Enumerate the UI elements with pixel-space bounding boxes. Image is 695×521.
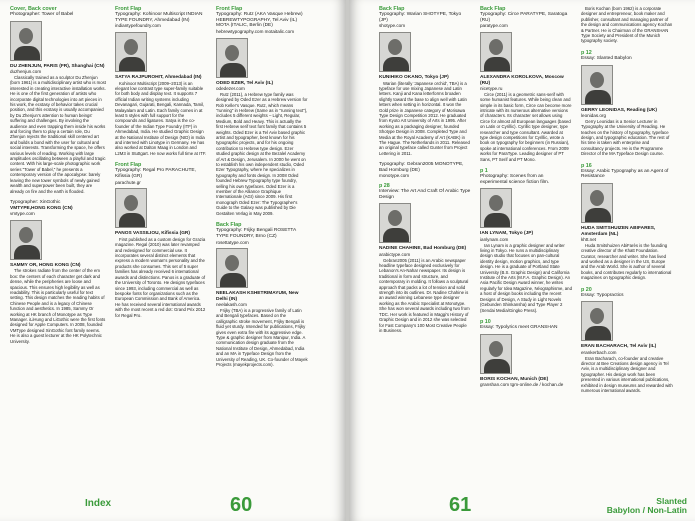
section-header: p 28 bbox=[379, 183, 390, 190]
section-header: Front Flap bbox=[115, 162, 142, 169]
section-header: Back Flap bbox=[379, 6, 405, 12]
website: monotype.com bbox=[379, 173, 410, 179]
person-name: SAMMY OR, HONG KONG (CN) bbox=[10, 262, 81, 268]
left-page bbox=[0, 0, 346, 521]
person-name: HUDA SMITSHUIZEN ABIFARES, Amsterdam (NL) bbox=[581, 226, 656, 237]
section-header: p 20 bbox=[581, 286, 592, 293]
right-column-1 bbox=[379, 6, 471, 481]
website: ianlynam.com bbox=[480, 237, 509, 243]
bio-text: Circe (2011) is a geometric sans-serif with some humanist features. While being clean and simple in its basic form, Circe can become more intricate with its numerous alternative versions of characters. Its character set allows using Circe for almost all European languages (based on Latin or Cyrillic). Cyrillic type designer, type researcher and type consultant. Awarded at type design competitions for Cyrillic, wrote a book on typography for beginners (in Russian), spoke at international conferences. From 2009 works for ParaType. Leading designer of PT Sans, PT Serif and PT Mono. bbox=[480, 91, 572, 162]
portrait-photo bbox=[379, 32, 411, 72]
credit-line: Typographer: XinGothic bbox=[10, 199, 61, 205]
bio-text: Ian Lynam is a graphic designer and writer living in Tokyo. He runs a multidisciplinary design studio that focuses on pan-cultural identity design, motion graphics, and type design. He is a graduate of Portland State University (B.S. Graphic Design) and California Institute of the Arts (M.F.A. Graphic Design). An Asia Pacific Design Award winner, he writes regularly for Idea Magazine, Néographisme, and a host of design books including the recent Designs of Design, A Study in Light Novels (Gebunden Shinkansha) and Type Player 2 (Sendai Media/Gingko Press). bbox=[480, 242, 572, 313]
person-name: GERRY LEONIDAS, Reading (UK) bbox=[581, 107, 657, 113]
portrait-photo bbox=[480, 334, 512, 374]
entry bbox=[581, 6, 673, 44]
section-header: Cover, Back cover bbox=[10, 6, 57, 12]
credit-line: Typography: Gebran2005 MONOTYPE, Bad Homburg (DE) bbox=[379, 162, 464, 173]
portrait-photo bbox=[115, 188, 147, 228]
website: shotype.com bbox=[379, 23, 406, 29]
foundry-name: VMTYPE,HONG KONG (CN) bbox=[10, 205, 73, 211]
credit-line: Essay: Slanted Babylon bbox=[581, 56, 632, 62]
person-name: PANOS VASSILIOU, Kifissia (GR) bbox=[115, 231, 190, 237]
entry bbox=[379, 6, 471, 156]
issue-name: Babylon / Non-Latin bbox=[606, 505, 687, 515]
credit-line: Typography: Kohinoor Multiscript INDIAN TYPE FOUNDRY, Ahmedabad (IN) bbox=[115, 12, 203, 23]
bio-text: Gebran2005 (2011) is an Arabic newspaper headline typeface designed exclusively for Lebanon's An-Nahar newspaper. Its design is traditional in form and structure, and contemporary in molding. It follows a sculptural approach that packs a lot of tension and solid strength into its outlines. Dr. Nadine Chahine is an award winning Lebanese type designer working as the Arabic Specialist at Monotype. She has won several awards including two from TDC. Her work is featured in Maggi's History of Graphic Design and in 2012 she was selected for Fast Company's 100 Most Creative People in Business. bbox=[379, 257, 470, 333]
credit-line: Photography: Scenes from an experimental science fiction film. bbox=[480, 174, 550, 185]
website: vmtype.com bbox=[10, 211, 35, 217]
person-name: ALEXANDRA KOROLKOVA, Moscow (RU) bbox=[480, 74, 564, 86]
person-name: ODED EZER, Tel Aviv (IL) bbox=[216, 80, 274, 86]
entry bbox=[115, 6, 207, 156]
bio-text: Frijky (TBA) is a progressive family of Latin and Bengali typefaces. Based on the calligraphic stroke movement, Frijky Bengali is fluid yet sturdy. Intended for publications, Frijky gives even extra fire with its aggressive edge. Type & graphic designer from Manipur, India. A communication design graduate from the National Institute of Design, Ahmedabad, India and an MA in Typeface Design from the University of Reading, UK. Co-founder of Mayek Projects (mayekprojects.com). bbox=[216, 307, 308, 367]
left-column-2 bbox=[115, 6, 207, 481]
bio-text: Boris Kochan (born 1962) is a corporate designer and entrepreneur, book maker and publisher, consultant and managing partner of the design and communications agency Kochan & Partner. He is Chairman of the GRANSHAN Type Society and President of the Munich typography society. bbox=[581, 6, 673, 44]
magazine-title bbox=[567, 497, 687, 515]
bio-text: Rutz (2011), a Hebrew type family was designed by Oded Ezer as a Hebrew version for Rob Keller's Vasque. Rutz, which means "running" in Hebrew (Same as in "running text"), includes 5 different weights – Light, Regular, Medium, Bold and Heavy. This is actually the first Hebrew serif text font family that contains 5 weights. Oded Ezer is a Tel Aviv based graphic artist and typographer, best known for his typographic projects, and for his ongoing contribution to Hebrew type design. Ezer studied graphic design at the Bezalel Academy of Art & Design, Jerusalem. In 2000 he went on to establish his own independent studio, Oded Ezer Typography, where he specializes in typography and fonts design. In 2008 Oded founded Hebrew Typography type foundry, selling his own typefaces. Oded Ezer is a member of the Alliance Graphique Internationale (AGI) since 2009. His first monograph Oded Ezer: The Typographer's Guide to the Galaxy was published by Die Gestalten Verlag in May 2009. bbox=[216, 91, 308, 216]
credit-line: Typography: Circe PARATYPE, Saratoga (RU) bbox=[480, 12, 568, 23]
entry bbox=[10, 200, 106, 344]
right-page bbox=[349, 0, 695, 521]
website: neelakash.com bbox=[216, 302, 247, 308]
portrait-photo bbox=[480, 32, 512, 72]
section-header: Front Flap bbox=[115, 6, 142, 12]
bio-text: Kohinoor Multiscript (2009–2013) is an elegant low contrast type super-family suitable for both body and display text. It supports 7 official Indian writing systems including Devanagari, Gujarati, Bengali, Kannada, Tamil, Malayalam and Latin. Each family comes in at least 5 styles with full support for the compounds and ligatures. Satya is the co-founder of the Indian Type Foundry (ITF) in Ahmedabad, India. He studied Graphic Design at the National Institute of Design (NID) in India and interned with Linotype in Germany. He has also worked at Dalton Maag in London and L2M3 in Stuttgart. He now works full time at ITF. bbox=[115, 80, 207, 156]
section-header: p 10 bbox=[480, 318, 491, 325]
portrait-photo bbox=[10, 220, 42, 260]
person-name: DU ZHENJUN, PARIS (FR), Shanghai (CN) bbox=[10, 63, 105, 69]
portrait-photo bbox=[480, 188, 512, 228]
entry bbox=[10, 6, 106, 194]
portrait-photo bbox=[379, 203, 411, 243]
website: duzhenjun.com bbox=[10, 69, 42, 75]
footer-index-label: Index bbox=[85, 498, 112, 509]
person-name: ERAN BACHARACH, Tel Aviv (IL) bbox=[581, 344, 657, 350]
website: odedezer.com bbox=[216, 86, 245, 92]
entry bbox=[115, 162, 207, 318]
right-column-3 bbox=[581, 6, 673, 481]
person-name: IAN LYNAM, Tokyo (JP) bbox=[480, 231, 534, 237]
section-header: p 12 bbox=[581, 49, 592, 56]
website: hebrewtypography.com motaitalic.com bbox=[216, 28, 295, 34]
entry bbox=[581, 163, 673, 281]
entry bbox=[216, 6, 308, 216]
credit-line: Essay: Typopractics bbox=[581, 292, 624, 298]
website: parachute.gr bbox=[115, 179, 141, 185]
credit-line: Essay: Arabic Typography as an Agent of Resistance bbox=[581, 168, 669, 180]
entry bbox=[216, 222, 308, 367]
website: arabictype.com bbox=[379, 252, 411, 258]
left-column-1 bbox=[10, 6, 106, 481]
entry bbox=[480, 319, 572, 388]
portrait-photo bbox=[581, 65, 613, 105]
website: paratype.com bbox=[480, 23, 508, 29]
person-name: NADINE CHAHINE, Bad Homburg (DE) bbox=[379, 246, 467, 252]
entry bbox=[379, 162, 471, 333]
portrait-photo bbox=[216, 38, 248, 78]
section-header: Back Flap bbox=[480, 6, 506, 12]
credit-line: Essay: Typolyrics meet GRANSHAN bbox=[480, 325, 558, 331]
right-column-2 bbox=[480, 6, 572, 481]
credit-line: Interview: The Art And Craft Of Arabic Type Design bbox=[379, 189, 471, 200]
portrait-photo bbox=[216, 248, 248, 288]
entry bbox=[581, 287, 673, 394]
website: indiantypefoundry.com bbox=[115, 23, 161, 29]
page-number-left: 60 bbox=[230, 494, 253, 516]
entry bbox=[480, 6, 572, 162]
person-name: NEELAKASH KSHETRIMAYUM, New Delhi (IN) bbox=[216, 291, 299, 302]
bio-text: Huda Smitshuizen AbiFarès is the founding creative director of the Khatt Foundation. Curator, researcher and writer. She has lived and worked as a designer in the US, Europe and the Arab World. She is author of several books, and contributes regularly to international magazines on typographic design. bbox=[581, 242, 672, 281]
website: nicetype.ru bbox=[480, 86, 503, 92]
portrait-photo bbox=[581, 301, 613, 341]
bio-text: First published as a custom design for Grazia magazine. Regal (2010) was later revamped and redesigned for commercial use. It incorporates several distinct elements that express a modern woman's personality and the products she consumes. This set of 5 super families has already received 6 international awards and distinctions. Panos is a graduate of the University of Toronto. He designs typefaces since 1993, including commercial as well as bespoke fonts for organizations such as the European Commission and Bank of America. He has received several international awards with the most recent a red dot: Grand Prix 2012 for Regal Pro. bbox=[115, 236, 206, 318]
portrait-photo bbox=[581, 183, 613, 223]
portrait-photo bbox=[115, 32, 147, 72]
website: rosettatype.com bbox=[216, 239, 249, 245]
bio-text: Classically trained as a sculptor Du Zhenjun (born 1961) is a multidisciplinary artist who is most interested in creating interactive installation works. He is one of the first generation of artists who incorporate digital technologies into art pieces in his work, the ecstasy of behavior takes crucial position, and this ecstasy is usually accompanied by Du Zhenjun's attention to human beings' suffering and challenges. By involving the audience and even trapping them inside his works and forcing them to play a certain role, Du Zhenjun rejects the traditional skill centered art and builds a bond with the user for cultural and social interests. Transforming the space, he offers various levels of reading. Working with large amplitudes oscillating between a playful and tragic content. With his large-scale photographic work series "Tower of Babel," he presents a contemporary version of the apocalypse: barely leaving the new tower symbols of newly gained wealth and superpower been built, they are already on fire and the earth is flooded. bbox=[10, 74, 106, 194]
person-name: BORIS KOCHAN, Munich (DE) bbox=[480, 376, 549, 382]
section-header: p 1 bbox=[480, 168, 488, 175]
credit-line: Typography: Regal Pro PARACHUTE, Kifissia (GR) bbox=[115, 168, 196, 180]
website: leonidas.org bbox=[581, 113, 607, 119]
left-column-3 bbox=[216, 6, 308, 481]
bio-text: Warian (literally 'Japanese orchid', TBA) is a typeface for use mixing Japanese and Latin letters. Kanji and Kana letterforms broaden slightly toward the base to align well with Latin letters when setting in horizontal. It won the Gold prize in Japanese category of Morisawa Type Design Competition 2012. He graduated from Kyoto Art University of Arts in 1995. After working as a packaging designer, founded Shotype Design in 2008. Completed Type and Media at the Royal Academy of Art (KABK) in The Hague. The Netherlands in 2011. Released an original typeface called Gunter from Project Lettering in 2011. bbox=[379, 80, 470, 156]
website: granshan.com tgm-online.de / kochan.de bbox=[480, 382, 564, 388]
bio-text: Gerry Leonidas is a Senior Lecturer in Typography at the University of Reading. He teaches on the history of typography, typeface design, and typographic education. The rest of his time is taken with enterprise and consultancy projects. He is the Programme Director of the MA Typeface Design course. bbox=[581, 118, 670, 157]
magazine-name: Slanted bbox=[656, 496, 687, 506]
section-header: p 16 bbox=[581, 162, 592, 169]
website: erankerbach.com bbox=[581, 350, 617, 356]
bio-text: Eran Bacharach, co-founder and creative director at Bee Creations design agency in Tel Aviv, is a multidisciplinary designer and typographer. His design work has been presented in various international publications, exhibited in design museums and rewarded with numerous international awards. bbox=[581, 355, 673, 394]
page-number-right: 61 bbox=[449, 494, 472, 516]
section-header: Back Flap bbox=[216, 222, 242, 229]
section-header: Front Flap bbox=[216, 6, 243, 12]
person-name: KUNIHIKO OKANO, Tokyo (JP) bbox=[379, 74, 449, 80]
entry bbox=[480, 168, 572, 313]
portrait-photo bbox=[10, 21, 42, 61]
credit-line: Photographer: Tower of Babel bbox=[10, 12, 74, 18]
credit-line: Typography: Warian SHOTYPE, Tokyo (JP) bbox=[379, 12, 462, 23]
person-name: SATYA RAJPUROHIT, Ahmedabad (IN) bbox=[115, 74, 202, 80]
bio-text: The strokes radiate from the center of the em box: the centers of each character get dark and dense, while the peripheries are loose and spacious. This ensures high legibility as well as readability. This is particularly useful for text setting. This design matches the reading habits of Chinese People and is a legacy of Chinese function and aesthetics. In 1985, Sammy Or working at HK branch of Monotype as Type Manager. iLiHung and LiGothic were the first fonts designed for Apple Computers. In 2008, founded VMType designed XinGothic font family seems. He is also a guest lecturer at the HK Polytechnic University. bbox=[10, 268, 106, 344]
credit-line: Typography: Rutz (AKA Vasque Hebrew) HEBREWTYPOGRAPHY, Tel Aviv (IL) MOTA (ITALIC, Berlin (DE) bbox=[216, 12, 303, 29]
entry bbox=[581, 50, 673, 157]
website: khtt.net bbox=[581, 237, 597, 243]
credit-line: Typography: Frijky Bengali ROSETTA TYPE FOUNDRY, Brno (CZ) bbox=[216, 228, 296, 239]
